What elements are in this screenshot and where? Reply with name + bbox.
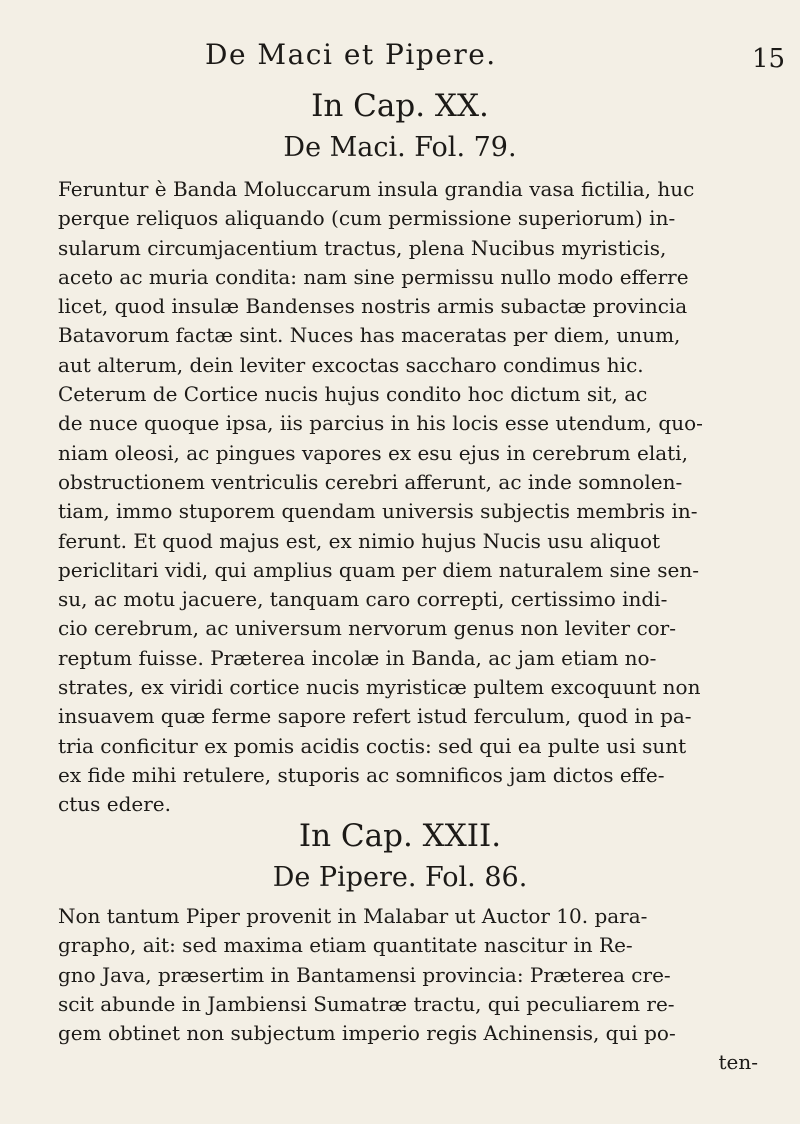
text-line: gno Java, præsertim in Bantamensi provincia: Præterea cre- — [58, 962, 671, 987]
text-line: aceto ac muria condita: nam sine permissu nullo modo efferre — [58, 264, 689, 289]
text-line: de nuce quoque ipsa, iis parcius in his locis esse utendum, quo- — [58, 411, 703, 436]
text-line: Ceterum de Cortice nucis hujus condito hoc dictum sit, ac — [58, 382, 648, 407]
text-line: periclitari vidi, qui amplius quam per diem naturalem sine sen- — [58, 557, 699, 582]
paragraph-de-maci — [58, 175, 758, 820]
chapter-heading: In Cap. XXII. — [298, 818, 502, 854]
text-line: gem obtinet non subjectum imperio regis Achinensis, qui po- — [58, 1021, 676, 1046]
chapter-heading: In Cap. XX. — [311, 88, 489, 124]
text-line: ctus edere. — [58, 792, 171, 817]
text-line: tiam, immo stuporem quendam universis subjectis membris in- — [58, 499, 698, 524]
text-line: reptum fuisse. Præterea incolæ in Banda, ac jam etiam no- — [58, 645, 657, 670]
chapter-subheading: De Maci. Fol. 79. — [283, 132, 517, 163]
text-line: sularum circumjacentium tractus, plena Nucibus myristicis, — [58, 235, 667, 260]
text-line: obstructionem ventriculis cerebri afferunt, ac inde somnolen- — [58, 469, 683, 494]
text-line: insuavem quæ ferme sapore refert istud ferculum, quod in pa- — [58, 704, 692, 729]
paragraph-de-pipere — [58, 902, 758, 1078]
text-line: Feruntur è Banda Moluccarum insula grandia vasa fictilia, huc — [58, 177, 695, 201]
text-line: ferunt. Et quod majus est, ex nimio hujus Nucis usu aliquot — [58, 528, 661, 553]
text-line: perque reliquos aliquando (cum permissione superiorum) in- — [58, 206, 676, 231]
text-line: grapho, ait: sed maxima etiam quantitate nascitur in Re- — [58, 933, 633, 958]
text-line: aut alterum, dein leviter excoctas saccharo condimus hic. — [58, 352, 644, 377]
text-line: scit abunde in Jambiensi Sumatræ tractu, qui peculiarem re- — [58, 991, 675, 1016]
text-line: Non tantum Piper provenit in Malabar ut Auctor 10. para- — [58, 904, 648, 928]
text-line: su, ac motu jacuere, tanquam caro correpti, certissimo indi- — [58, 587, 668, 612]
running-head: De Maci et Pipere. — [205, 38, 497, 71]
text-line: tria conficitur ex pomis acidis coctis: sed qui ea pulte usi sunt — [58, 733, 687, 758]
chapter-subheading: De Pipere. Fol. 86. — [272, 862, 528, 893]
text-line: Batavorum factæ sint. Nuces has maceratas per diem, unum, — [58, 323, 681, 348]
text-line: niam oleosi, ac pingues vapores ex esu ejus in cerebrum elati, — [58, 440, 688, 465]
text-line: licet, quod insulæ Bandenses nostris armis subactæ provincia — [58, 294, 688, 319]
text-line: ten- — [718, 1050, 758, 1075]
text-line: ex fide mihi retulere, stuporis ac somnificos jam dictos effe- — [58, 762, 665, 787]
page-number: 15 — [752, 44, 786, 74]
text-line: cio cerebrum, ac universum nervorum genus non leviter cor- — [58, 616, 676, 641]
text-line: strates, ex viridi cortice nucis myristicæ pultem excoquunt non — [58, 675, 701, 700]
